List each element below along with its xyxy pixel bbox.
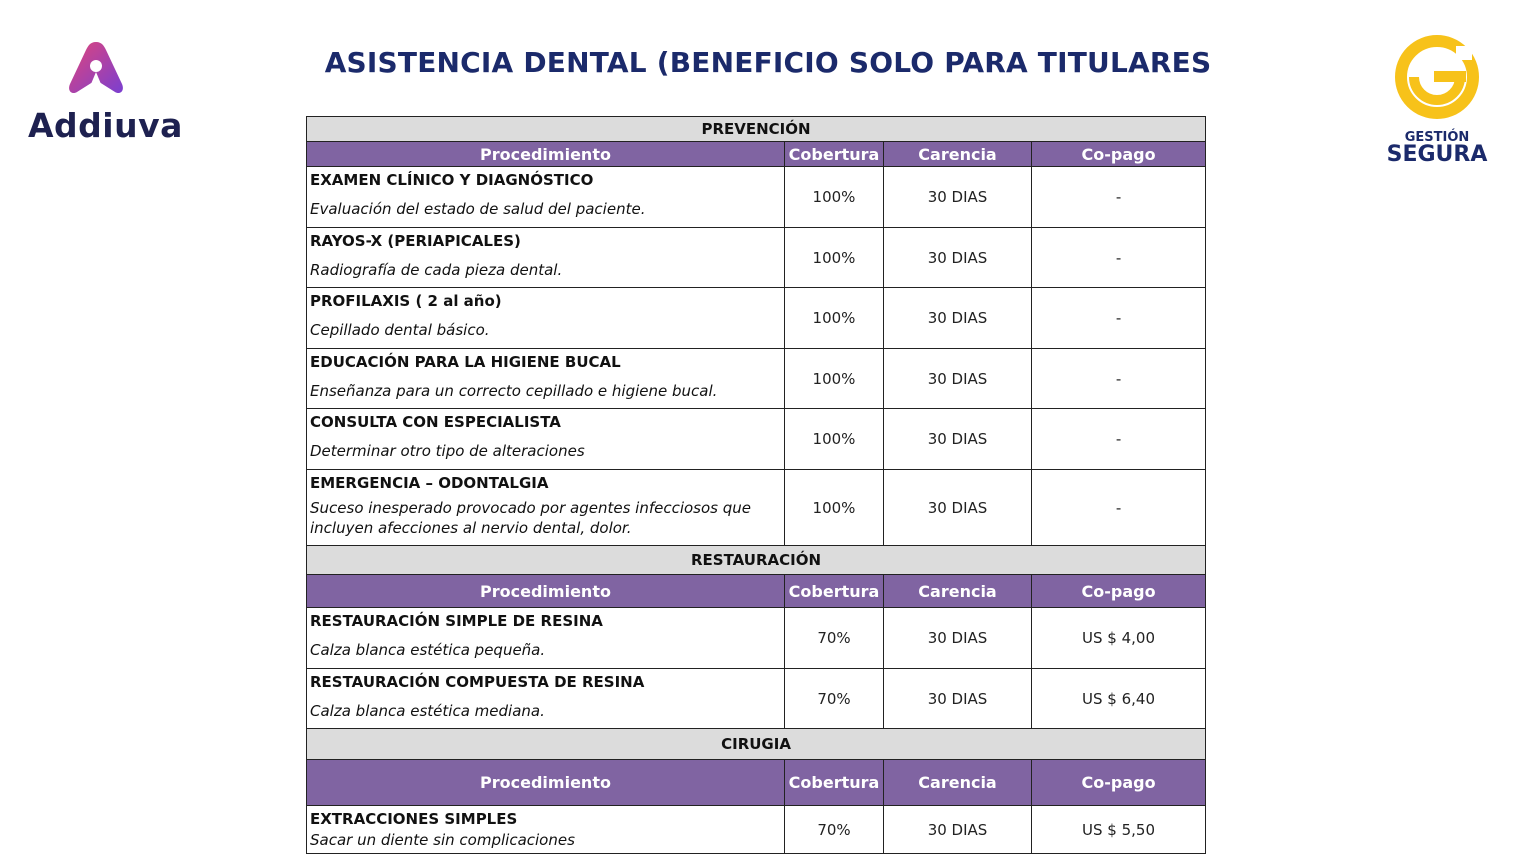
procedure-name: PROFILAXIS ( 2 al año) — [310, 292, 502, 310]
procedure-description: Evaluación del estado de salud del paciente. — [310, 200, 646, 218]
table-row — [307, 349, 1206, 409]
gestion-segura-logo — [1380, 30, 1500, 170]
dental-benefits-table — [306, 116, 1206, 854]
procedure-description: Sacar un diente sin complicaciones — [310, 831, 575, 849]
header-row — [307, 575, 1206, 608]
carencia-value: 30 DIAS — [884, 470, 1032, 546]
cobertura-value: 100% — [785, 470, 884, 546]
column-header-copago: Co-pago — [1032, 575, 1206, 608]
copago-value: - — [1032, 349, 1206, 409]
carencia-value: 30 DIAS — [884, 228, 1032, 288]
column-header-carencia: Carencia — [884, 575, 1032, 608]
addiuva-wordmark: Addiuva — [28, 106, 183, 145]
table-row — [307, 228, 1206, 288]
carencia-value: 30 DIAS — [884, 806, 1032, 854]
table-row — [307, 167, 1206, 228]
carencia-value: 30 DIAS — [884, 409, 1032, 470]
procedure-description: Calza blanca estética mediana. — [310, 702, 545, 720]
header-row — [307, 760, 1206, 806]
procedure-description: Determinar otro tipo de alteraciones — [310, 442, 585, 460]
column-header-procedimiento: Procedimiento — [307, 760, 785, 806]
procedure-name: RAYOS-X (PERIAPICALES) — [310, 232, 521, 250]
procedure-name: EDUCACIÓN PARA LA HIGIENE BUCAL — [310, 353, 621, 371]
procedure-name: EXTRACCIONES SIMPLES — [310, 810, 518, 828]
section-row-prevencion — [307, 117, 1206, 142]
column-header-carencia: Carencia — [884, 142, 1032, 167]
section-title: PREVENCIÓN — [307, 117, 1206, 142]
procedure-description: Cepillado dental básico. — [310, 321, 490, 339]
procedure-description: Suceso inesperado provocado por agentes infecciosos que incluyen afecciones al nervio dental, dolor. — [310, 499, 752, 537]
cobertura-value: 100% — [785, 349, 884, 409]
copago-value: US $ 4,00 — [1032, 608, 1206, 669]
copago-value: - — [1032, 228, 1206, 288]
procedure-description: Radiografía de cada pieza dental. — [310, 261, 563, 279]
column-header-cobertura: Cobertura — [785, 142, 884, 167]
cobertura-value: 70% — [785, 669, 884, 729]
column-header-cobertura: Cobertura — [785, 575, 884, 608]
procedure-name: EMERGENCIA – ODONTALGIA — [310, 474, 549, 492]
procedure-name: RESTAURACIÓN SIMPLE DE RESINA — [310, 612, 603, 630]
table-row — [307, 470, 1206, 546]
copago-value: US $ 6,40 — [1032, 669, 1206, 729]
cobertura-value: 100% — [785, 167, 884, 228]
carencia-value: 30 DIAS — [884, 167, 1032, 228]
procedure-description: Calza blanca estética pequeña. — [310, 641, 546, 659]
section-title: CIRUGIA — [307, 729, 1206, 760]
column-header-procedimiento: Procedimiento — [307, 142, 785, 167]
cobertura-value: 70% — [785, 806, 884, 854]
cobertura-value: 100% — [785, 409, 884, 470]
column-header-carencia: Carencia — [884, 760, 1032, 806]
procedure-description: Enseñanza para un correcto cepillado e higiene bucal. — [310, 382, 718, 400]
header-row — [307, 142, 1206, 167]
copago-value: US $ 5,50 — [1032, 806, 1206, 854]
procedure-name: RESTAURACIÓN COMPUESTA DE RESINA — [310, 673, 645, 691]
column-header-copago: Co-pago — [1032, 142, 1206, 167]
procedure-name: EXAMEN CLÍNICO Y DIAGNÓSTICO — [310, 171, 594, 189]
copago-value: - — [1032, 409, 1206, 470]
copago-value: - — [1032, 470, 1206, 546]
section-row-restauracion — [307, 546, 1206, 575]
cobertura-value: 100% — [785, 228, 884, 288]
segura-label: SEGURA — [1386, 142, 1488, 167]
copago-value: - — [1032, 167, 1206, 228]
gestion-segura-logo-icon — [1394, 34, 1480, 120]
carencia-value: 30 DIAS — [884, 608, 1032, 669]
page-title: ASISTENCIA DENTAL (BENEFICIO SOLO PARA TITULARES — [324, 46, 1212, 79]
carencia-value: 30 DIAS — [884, 669, 1032, 729]
cobertura-value: 70% — [785, 608, 884, 669]
section-title: RESTAURACIÓN — [307, 546, 1206, 575]
copago-value: - — [1032, 288, 1206, 349]
carencia-value: 30 DIAS — [884, 288, 1032, 349]
table-row — [307, 669, 1206, 729]
table-row — [307, 409, 1206, 470]
gestion-label: GESTIÓN — [1404, 130, 1470, 145]
procedure-name: CONSULTA CON ESPECIALISTA — [310, 413, 561, 431]
column-header-cobertura: Cobertura — [785, 760, 884, 806]
table-row — [307, 288, 1206, 349]
table-row — [307, 608, 1206, 669]
table-row — [307, 806, 1206, 854]
section-row-cirugia — [307, 729, 1206, 760]
column-header-procedimiento: Procedimiento — [307, 575, 785, 608]
cobertura-value: 100% — [785, 288, 884, 349]
column-header-copago: Co-pago — [1032, 760, 1206, 806]
carencia-value: 30 DIAS — [884, 349, 1032, 409]
